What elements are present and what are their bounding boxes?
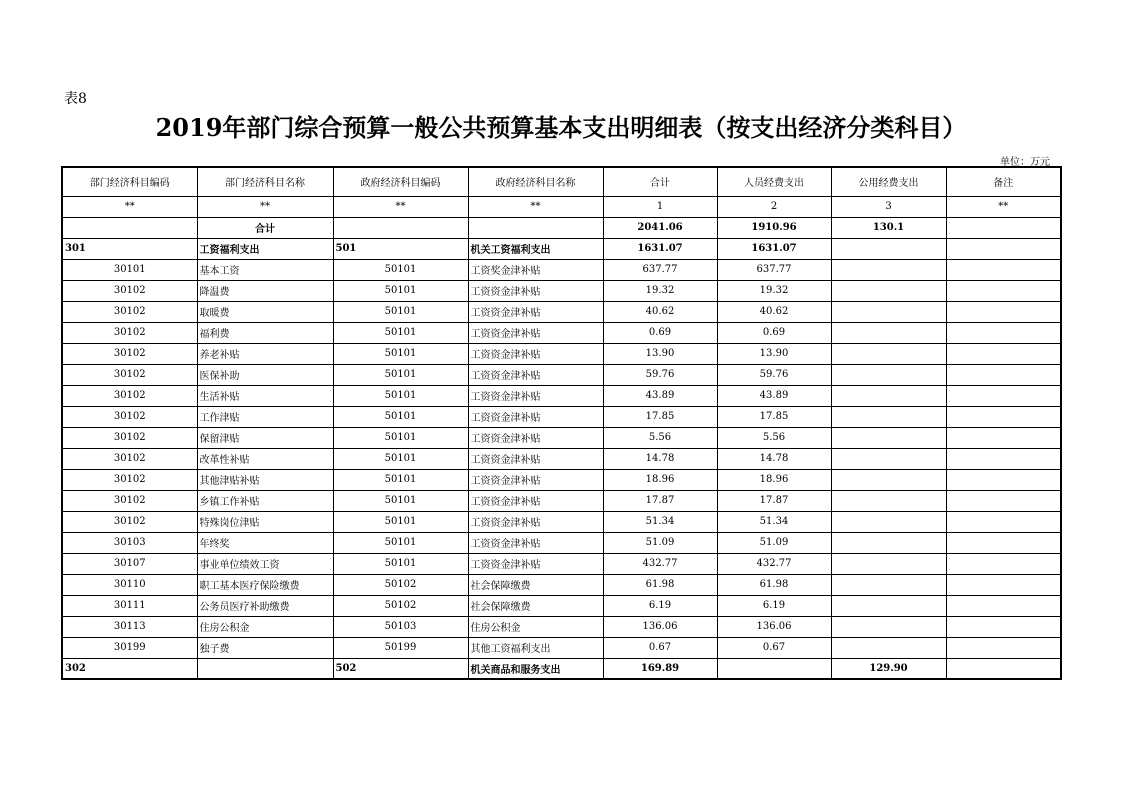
cell-remark: [946, 532, 1061, 553]
table-number: 表8: [64, 91, 87, 107]
cell-gov-code: 50103: [333, 616, 468, 637]
cell-dept-name: 特殊岗位津贴: [197, 511, 333, 532]
cell-total: 5.56: [603, 427, 717, 448]
cell-dept-name: 年终奖: [197, 532, 333, 553]
cell-public: 129.90: [831, 658, 946, 679]
cell-gov-name: 政府经济科目名称: [468, 167, 603, 196]
table-row: [62, 406, 1061, 427]
table-row: [62, 343, 1061, 364]
cell-gov-name: 机关商品和服务支出: [468, 658, 603, 679]
cell-gov-name: 工资资金津补贴: [468, 322, 603, 343]
cell-remark: [946, 343, 1061, 364]
cell-total: 17.85: [603, 406, 717, 427]
cell-dept-name: 其他津贴补贴: [197, 469, 333, 490]
cell-public: [831, 490, 946, 511]
cell-gov-name: 住房公积金: [468, 616, 603, 637]
cell-remark: [946, 259, 1061, 280]
cell-gov-code: 50101: [333, 385, 468, 406]
cell-gov-code: 50101: [333, 427, 468, 448]
cell-gov-code: 50101: [333, 406, 468, 427]
cell-total: 13.90: [603, 343, 717, 364]
cell-public: [831, 637, 946, 658]
cell-remark: [946, 406, 1061, 427]
cell-public: [831, 532, 946, 553]
cell-gov-name: 工资资金津补贴: [468, 553, 603, 574]
cell-dept-name: 医保补助: [197, 364, 333, 385]
cell-gov-code: 50101: [333, 280, 468, 301]
cell-gov-name: 工资资金津补贴: [468, 427, 603, 448]
cell-dept-code: 30102: [62, 343, 197, 364]
cell-dept-code: 30107: [62, 553, 197, 574]
total-row: [62, 217, 1061, 238]
cell-gov-name: 工资资金津补贴: [468, 280, 603, 301]
table-row: [62, 280, 1061, 301]
cell-personnel: 40.62: [717, 301, 831, 322]
cell-gov-code: 50101: [333, 343, 468, 364]
table-row: [62, 490, 1061, 511]
cell-total: 40.62: [603, 301, 717, 322]
cell-gov-code: 50101: [333, 322, 468, 343]
cell-remark: **: [946, 196, 1061, 217]
cell-public: [831, 469, 946, 490]
cell-dept-code: 30102: [62, 511, 197, 532]
cell-remark: [946, 616, 1061, 637]
cell-dept-code: 302: [62, 658, 197, 679]
cell-remark: [946, 448, 1061, 469]
cell-dept-code: **: [62, 196, 197, 217]
cell-total: 1631.07: [603, 238, 717, 259]
cell-personnel: 61.98: [717, 574, 831, 595]
cell-personnel: 17.87: [717, 490, 831, 511]
cell-gov-code: 50101: [333, 259, 468, 280]
cell-total: 14.78: [603, 448, 717, 469]
cell-total: 18.96: [603, 469, 717, 490]
cell-public: [831, 364, 946, 385]
cell-gov-name: 工资资金津补贴: [468, 406, 603, 427]
budget-table: [61, 166, 1062, 680]
cell-remark: [946, 280, 1061, 301]
cell-gov-code: 50102: [333, 595, 468, 616]
table-row: [62, 511, 1061, 532]
cell-dept-code: 30103: [62, 532, 197, 553]
cell-gov-code: **: [333, 196, 468, 217]
cell-personnel: 0.69: [717, 322, 831, 343]
cell-remark: [946, 364, 1061, 385]
cell-gov-code: 50101: [333, 448, 468, 469]
cell-dept-name: 基本工资: [197, 259, 333, 280]
table-row: [62, 553, 1061, 574]
table-row: [62, 532, 1061, 553]
table-row: [62, 469, 1061, 490]
cell-dept-name: 部门经济科目名称: [197, 167, 333, 196]
cell-gov-name: 工资资金津补贴: [468, 301, 603, 322]
table-row: [62, 574, 1061, 595]
cell-total: 51.34: [603, 511, 717, 532]
cell-remark: [946, 595, 1061, 616]
cell-public: [831, 511, 946, 532]
cell-public: 130.1: [831, 217, 946, 238]
cell-public: 3: [831, 196, 946, 217]
cell-total: 169.89: [603, 658, 717, 679]
table-row: [62, 448, 1061, 469]
cell-remark: [946, 553, 1061, 574]
cell-gov-name: 工资资金津补贴: [468, 532, 603, 553]
cell-dept-name: 公务员医疗补助缴费: [197, 595, 333, 616]
cell-dept-code: 30102: [62, 301, 197, 322]
table-row: [62, 595, 1061, 616]
cell-remark: [946, 637, 1061, 658]
cell-gov-code: 政府经济科目编码: [333, 167, 468, 196]
cell-public: [831, 238, 946, 259]
cell-dept-code: 30102: [62, 490, 197, 511]
cell-personnel: 136.06: [717, 616, 831, 637]
cell-gov-name: 其他工资福利支出: [468, 637, 603, 658]
cell-remark: [946, 322, 1061, 343]
cell-gov-name: 机关工资福利支出: [468, 238, 603, 259]
cell-dept-name: 保留津贴: [197, 427, 333, 448]
cell-gov-name: 工资资金津补贴: [468, 469, 603, 490]
cell-remark: [946, 658, 1061, 679]
cell-gov-name: [468, 217, 603, 238]
cell-gov-code: 50101: [333, 490, 468, 511]
cell-dept-code: 30113: [62, 616, 197, 637]
cell-dept-code: 30102: [62, 385, 197, 406]
cell-gov-code: 50101: [333, 301, 468, 322]
table-row: [62, 385, 1061, 406]
cell-gov-name: 工资资金津补贴: [468, 511, 603, 532]
cell-public: [831, 259, 946, 280]
cell-total: 0.69: [603, 322, 717, 343]
cell-public: [831, 448, 946, 469]
cell-total: 43.89: [603, 385, 717, 406]
cell-gov-code: 50102: [333, 574, 468, 595]
table-row: [62, 322, 1061, 343]
cell-gov-code: 502: [333, 658, 468, 679]
cell-remark: [946, 385, 1061, 406]
cell-total: 637.77: [603, 259, 717, 280]
table-row: [62, 301, 1061, 322]
header-row: [62, 167, 1061, 196]
cell-dept-code: 30102: [62, 469, 197, 490]
cell-dept-name: 住房公积金: [197, 616, 333, 637]
cell-gov-code: [333, 217, 468, 238]
cell-dept-name: 改革性补贴: [197, 448, 333, 469]
table-row: [62, 364, 1061, 385]
cell-total: 2041.06: [603, 217, 717, 238]
cell-dept-code: 30199: [62, 637, 197, 658]
cell-remark: [946, 511, 1061, 532]
cell-gov-name: 工资资金津补贴: [468, 364, 603, 385]
cell-dept-name: 生活补贴: [197, 385, 333, 406]
cell-dept-name: 事业单位绩效工资: [197, 553, 333, 574]
cell-gov-code: 50101: [333, 553, 468, 574]
cell-gov-code: 50101: [333, 469, 468, 490]
cell-total: 51.09: [603, 532, 717, 553]
unit-label: 单位：万元: [1000, 157, 1050, 168]
cell-remark: 备注: [946, 167, 1061, 196]
cell-dept-code: 30102: [62, 280, 197, 301]
cell-dept-code: 部门经济科目编码: [62, 167, 197, 196]
cell-public: [831, 553, 946, 574]
cell-remark: [946, 469, 1061, 490]
cell-dept-name: 合计: [197, 217, 333, 238]
cell-gov-code: 50101: [333, 532, 468, 553]
index-row: [62, 196, 1061, 217]
cell-personnel: 6.19: [717, 595, 831, 616]
cell-public: [831, 574, 946, 595]
cell-dept-name: 乡镇工作补贴: [197, 490, 333, 511]
cell-remark: [946, 574, 1061, 595]
cell-personnel: 637.77: [717, 259, 831, 280]
cell-dept-code: 30102: [62, 406, 197, 427]
cell-personnel: 51.09: [717, 532, 831, 553]
cell-public: [831, 343, 946, 364]
cell-gov-code: 501: [333, 238, 468, 259]
cell-total: 136.06: [603, 616, 717, 637]
cell-dept-name: 职工基本医疗保险缴费: [197, 574, 333, 595]
cell-dept-name: 工资福利支出: [197, 238, 333, 259]
cell-personnel: 13.90: [717, 343, 831, 364]
cell-dept-name: 取暖费: [197, 301, 333, 322]
cell-gov-code: 50101: [333, 364, 468, 385]
cell-public: [831, 322, 946, 343]
cell-personnel: 43.89: [717, 385, 831, 406]
cell-dept-name: **: [197, 196, 333, 217]
cell-gov-name: 工资资金津补贴: [468, 385, 603, 406]
cell-total: 19.32: [603, 280, 717, 301]
cell-remark: [946, 427, 1061, 448]
cell-gov-name: 社会保障缴费: [468, 595, 603, 616]
cell-personnel: 1631.07: [717, 238, 831, 259]
cell-gov-code: 50101: [333, 511, 468, 532]
cell-dept-name: 降温费: [197, 280, 333, 301]
cell-personnel: 0.67: [717, 637, 831, 658]
cell-public: [831, 301, 946, 322]
cell-gov-name: 工资资金津补贴: [468, 490, 603, 511]
cell-gov-name: 社会保障缴费: [468, 574, 603, 595]
cell-public: [831, 595, 946, 616]
cell-personnel: 2: [717, 196, 831, 217]
cell-public: [831, 385, 946, 406]
cell-public: 公用经费支出: [831, 167, 946, 196]
cell-dept-name: 独子费: [197, 637, 333, 658]
cell-public: [831, 280, 946, 301]
cell-dept-code: 30101: [62, 259, 197, 280]
cell-remark: [946, 490, 1061, 511]
cell-dept-code: 30102: [62, 448, 197, 469]
cell-dept-code: 30111: [62, 595, 197, 616]
cell-gov-name: 工资资金津补贴: [468, 448, 603, 469]
cell-total: 61.98: [603, 574, 717, 595]
cell-public: [831, 616, 946, 637]
cell-public: [831, 406, 946, 427]
cell-remark: [946, 301, 1061, 322]
cell-total: 17.87: [603, 490, 717, 511]
cell-gov-name: **: [468, 196, 603, 217]
cell-total: 1: [603, 196, 717, 217]
cell-personnel: 59.76: [717, 364, 831, 385]
cell-dept-code: 30110: [62, 574, 197, 595]
cell-gov-code: 50199: [333, 637, 468, 658]
cell-personnel: 1910.96: [717, 217, 831, 238]
cell-gov-name: 工资资金津补贴: [468, 343, 603, 364]
cell-total: 合计: [603, 167, 717, 196]
cell-personnel: 432.77: [717, 553, 831, 574]
page-title: 2019年部门综合预算一般公共预算基本支出明细表（按支出经济分类科目）: [155, 113, 967, 142]
cell-dept-name: 养老补贴: [197, 343, 333, 364]
cell-personnel: 19.32: [717, 280, 831, 301]
cell-personnel: 17.85: [717, 406, 831, 427]
cell-dept-code: 30102: [62, 427, 197, 448]
cell-total: 6.19: [603, 595, 717, 616]
cell-public: [831, 427, 946, 448]
cell-personnel: [717, 658, 831, 679]
cell-dept-name: [197, 658, 333, 679]
cell-personnel: 5.56: [717, 427, 831, 448]
group-row: [62, 658, 1061, 679]
cell-gov-name: 工资奖金津补贴: [468, 259, 603, 280]
table-row: [62, 637, 1061, 658]
cell-personnel: 人员经费支出: [717, 167, 831, 196]
cell-total: 0.67: [603, 637, 717, 658]
cell-dept-code: [62, 217, 197, 238]
cell-dept-code: 30102: [62, 322, 197, 343]
cell-total: 432.77: [603, 553, 717, 574]
table-row: [62, 427, 1061, 448]
cell-personnel: 51.34: [717, 511, 831, 532]
cell-dept-code: 30102: [62, 364, 197, 385]
table-row: [62, 616, 1061, 637]
cell-dept-name: 工作津贴: [197, 406, 333, 427]
cell-total: 59.76: [603, 364, 717, 385]
table-row: [62, 259, 1061, 280]
cell-remark: [946, 217, 1061, 238]
cell-personnel: 18.96: [717, 469, 831, 490]
cell-dept-name: 福利费: [197, 322, 333, 343]
cell-remark: [946, 238, 1061, 259]
group-row: [62, 238, 1061, 259]
cell-personnel: 14.78: [717, 448, 831, 469]
cell-dept-code: 301: [62, 238, 197, 259]
